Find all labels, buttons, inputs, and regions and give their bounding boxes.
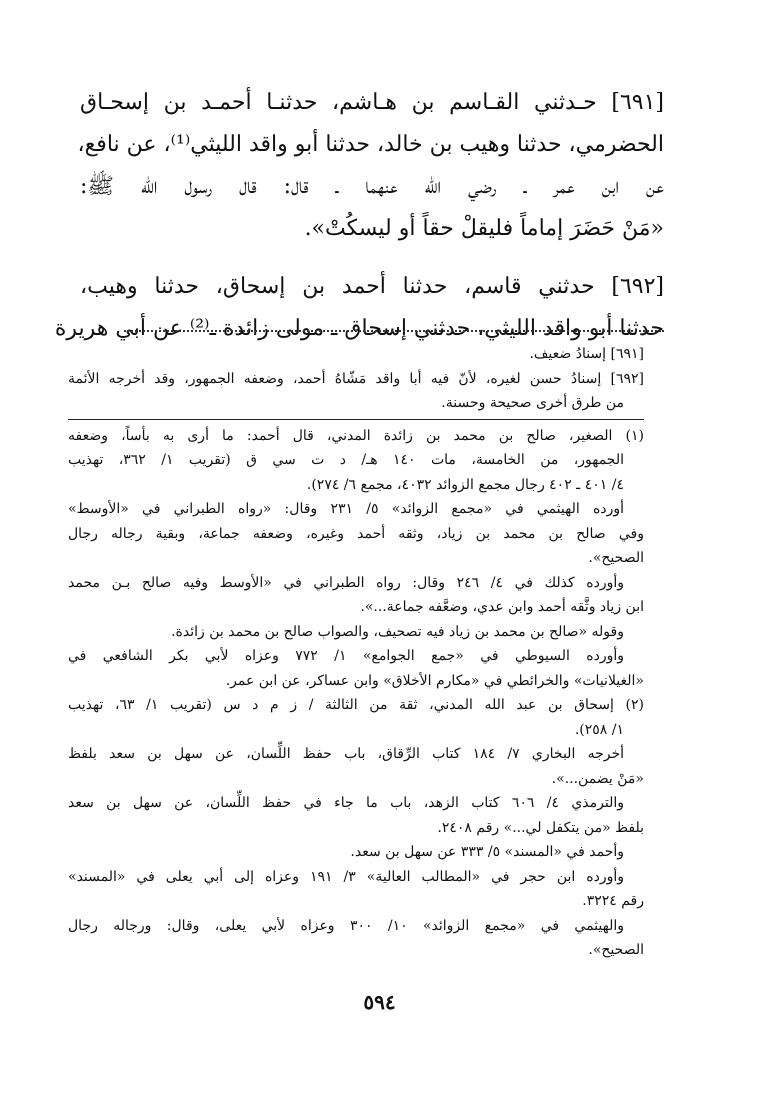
footnote-1-line: وفي صالح بن محمد بن زياد، وثقه أحمد وغيره، وضعفه جماعة، وبقية رجاله رجال <box>68 525 644 542</box>
hadith-692-heading-line: [٦٩٢] حدثني قاسم، حدثنا أحمد بن إسحاق، حدثنا وهيب، <box>80 274 664 299</box>
grading-692-line: [٦٩٢] إسنادُ حسن لغيره، لأنّ فيه أبا واقد مَشّاهُ أحمد، وضعفه الجمهور، وقد أخرجه الأئمة <box>68 370 644 387</box>
page-number: ٥٩٤ <box>363 990 396 1014</box>
hadith-691-intro-line: عن ابن عمر ـ رضي الله عنهما ـ قال: قال رسول الله ﷺ: <box>80 174 664 199</box>
hadith-691-heading-line: [٦٩١] حـدثني القـاسم بن هـاشم، حدثنـا أحمـد بن إسحـاق <box>80 90 664 115</box>
footnote-1-line: ابن زياد وثَّقه أحمد وابن عدي، وضعَّفه جماعة...». <box>360 599 644 615</box>
grading-692-line: من طرق أخرى صحيحة وحسنة. <box>441 395 624 411</box>
hadith-691-matn: «مَنْ حَضَرَ إماماً فليقلْ حقاً أو ليسكُتْ». <box>304 216 664 241</box>
footnote-1-line: ٤/ ٤٠١ ـ ٤٠٢ رجال مجمع الزوائد ٤٠٣٢، مجمع ٦/ ٢٧٤). <box>306 476 624 493</box>
footnote-1-line: وأورده السيوطي في «جمع الجوامع» ١/ ٧٧٢ وعزاه لأبي بكر الشافعي في <box>68 648 624 664</box>
hadith-691-chain-line: الحضرمي، حدثنا وهيب بن خالد، حدثنا أبو واقد الليثي⁽¹⁾، عن نافع، <box>77 132 664 157</box>
footnote-2-line: «مَنْ يضمن...». <box>551 770 644 787</box>
continuation-dotted-line <box>124 330 664 332</box>
footnote-1-line: الصحيح». <box>588 550 644 566</box>
footnote-2-line: أخرجه البخاري ٧/ ١٨٤ كتاب الرِّقاق، باب حفظ اللِّسان، عن سهل بن سعد بلفظ <box>68 746 624 762</box>
footnote-separator <box>68 419 644 420</box>
notes-section <box>68 342 644 963</box>
footnote-1-line: وقوله «صالح بن محمد بن زياد فيه تصحيف، والصواب صالح بن محمد بن زائدة. <box>171 623 624 640</box>
hadith-main-text <box>54 82 664 350</box>
footnote-2-line: والترمذي ٤/ ٦٠٦ كتاب الزهد، باب ما جاء في حفظ اللِّسان، عن سهل بن سعد <box>68 795 624 811</box>
footnote-2-line: وأورده ابن حجر في «المطالب العالية» ٣/ ١٩١ وعزاه إلى أبي يعلى في «المسند» <box>68 868 624 885</box>
footnote-1-line: (١) الصغير، صالح بن محمد بن زائدة المدني، قال أحمد: ما أرى به بأساً، وضعفه <box>68 427 644 444</box>
footnote-2-line: (٢) إسحاق بن عبد الله المدني، ثقة من الثالثة / ز م د س (تقريب ١/ ٦٣، تهذيب <box>68 697 644 713</box>
grading-691: [٦٩١] إسنادُ ضعيف. <box>529 346 644 362</box>
footnote-1-line: وأورده كذلك في ٤/ ٢٤٦ وقال: رواه الطبراني في «الأوسط وفيه صالح بـن محمد <box>68 574 624 591</box>
footnote-1-line: الجمهور، من الخامسة، مات ١٤٠ هـ/ د ت سي ق (تقريب ١/ ٣٦٢، تهذيب <box>68 452 624 468</box>
footnote-2-line: وأحمد في «المسند» ٥/ ٣٣٣ عن سهل بن سعد. <box>350 844 624 860</box>
footnote-2-line: ١/ ٢٥٨). <box>574 721 624 738</box>
footnote-2-line: رقم ٣٢٢٤. <box>582 893 644 909</box>
footnote-2-line: والهيثمي في «مجمع الزوائد» ١٠/ ٣٠٠ وعزاه لأبي يعلى، وقال: ورجاله رجال <box>68 917 624 934</box>
footnote-1-line: «الغيلانيات» والخرائطي في «مكارم الأخلاق» وابن عساكر، عن ابن عمر. <box>225 672 644 689</box>
footnote-1-line: أورده الهيثمي في «مجمع الزوائد» ٥/ ٢٣١ وقال: «رواه الطبراني في «الأوسط» <box>68 501 624 517</box>
hadith-692-chain-line: حدثنا أبو واقد الليثي، حدثني إسحاق ـ مولى زائدة ـ⁽²⁾ عن أبي هريرة <box>54 316 664 341</box>
footnote-2-line: بلفظ «من يتكفل لي...» رقم ٢٤٠٨. <box>437 819 644 836</box>
footnote-2-line: الصحيح». <box>588 942 644 958</box>
